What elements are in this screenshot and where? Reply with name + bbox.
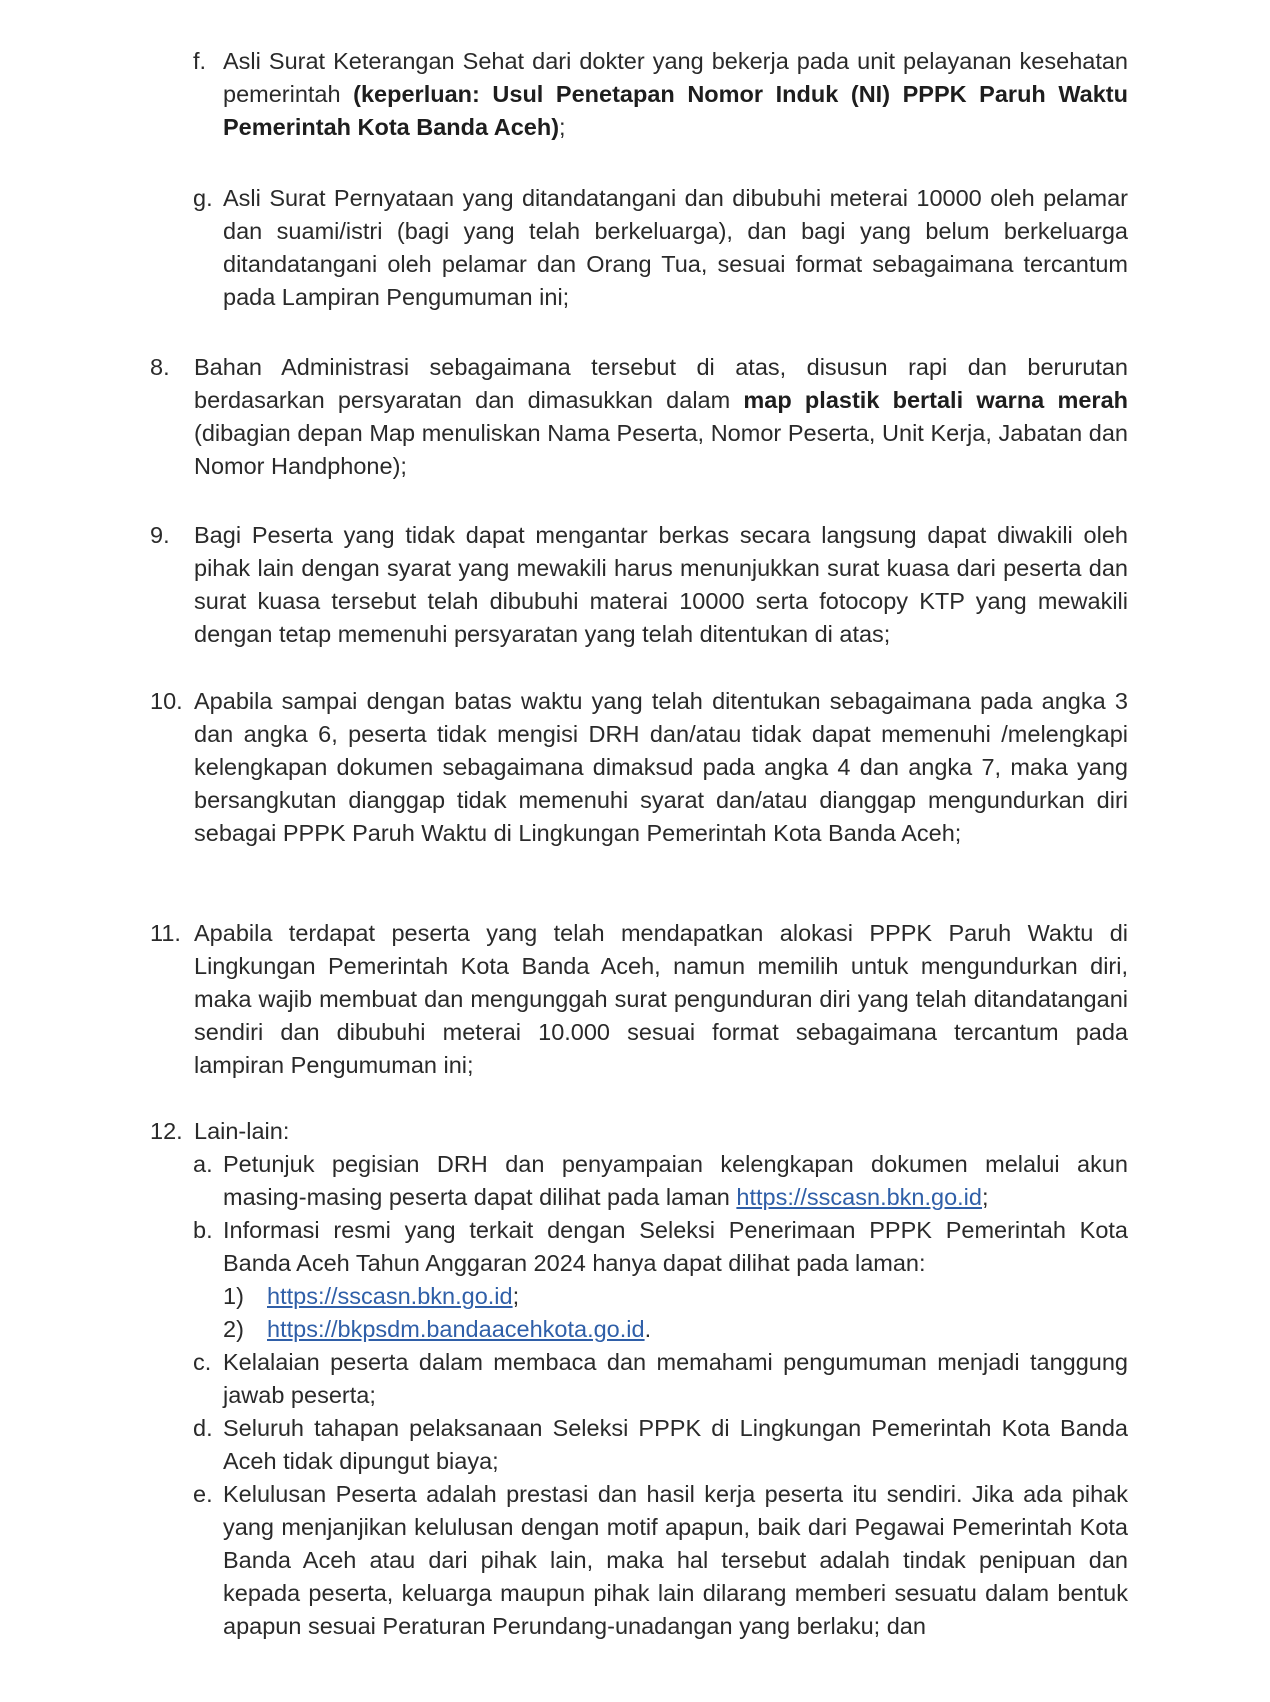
item-11: Apabila terdapat peserta yang telah mendapatkan alokasi PPPK Paruh Waktu di Lingkungan Pemerintah Kota Banda Aceh, namun memilih untuk mengundurkan diri, maka wajib membuat dan mengunggah surat pengunduran diri yang telah ditandatangani sendiri dan dibubuhi meterai 10.000 sesuai format sebagaimana tercantum pada lampiran Pengumuman ini; [194,920,1128,1078]
list-marker-12c: c. [193,1349,212,1375]
list-marker-f: f. [193,48,207,74]
item-12a [223,1148,1128,1214]
item-12c: Kelalaian peserta dalam membaca dan memahami pengumuman menjadi tanggung jawab peserta; [223,1349,1128,1408]
sub-item-1-end: ; [512,1283,520,1309]
list-marker-9: 9. [150,522,170,548]
sub-marker-1: 1) [223,1283,244,1309]
item-8 [194,351,1128,483]
requirement-f-text: Asli Surat Keterangan Sehat dari dokter yang bekerja pada unit pelayanan kesehatan pemerintah [223,48,1128,107]
sub-item-1 [267,1280,519,1313]
list-marker-g: g. [193,185,213,211]
list-marker-11: 11. [150,920,181,946]
sub-item-2 [267,1313,651,1346]
requirement-f-end: ; [559,114,566,140]
sub-item-2-end: . [644,1316,652,1342]
list-marker-12b: b. [193,1217,213,1243]
bkpsdm-link[interactable]: https://bkpsdm.bandaacehkota.go.id [267,1316,645,1342]
requirement-g: Asli Surat Pernyataan yang ditandatangani dan dibubuhi meterai 10000 oleh pelamar dan suami/istri (bagi yang telah berkeluarga), dan bagi yang belum berkeluarga ditandatangani oleh pelamar dan Orang Tua, sesuai format sebagaimana tercantum pada Lampiran Pengumuman ini; [223,185,1128,310]
list-marker-12e: e. [193,1481,213,1507]
item-10: Apabila sampai dengan batas waktu yang telah ditentukan sebagaimana pada angka 3 dan angka 6, peserta tidak mengisi DRH dan/atau tidak dapat memenuhi /melengkapi kelengkapan dokumen sebagaimana dimaksud pada angka 4 dan angka 7, maka yang bersangkutan dianggap tidak memenuhi syarat dan/atau dianggap mengundurkan diri sebagai PPPK Paruh Waktu di Lingkungan Pemerintah Kota Banda Aceh; [194,688,1128,846]
item-8-text: Bahan Administrasi sebagaimana tersebut di atas, disusun rapi dan berurutan berdasarkan persyaratan dan dimasukkan dalam [194,354,1128,413]
list-marker-12: 12. [150,1118,183,1144]
item-12-heading: Lain-lain: [194,1118,290,1144]
item-8-end: (dibagian depan Map menuliskan Nama Peserta, Nomor Peserta, Unit Kerja, Jabatan dan Nomor Handphone); [194,420,1128,479]
list-marker-12d: d. [193,1415,213,1441]
requirement-f-bold: (keperluan: Usul Penetapan Nomor Induk (NI) PPPK Paruh Waktu Pemerintah Kota Banda Aceh) [223,81,1128,140]
item-12e: Kelulusan Peserta adalah prestasi dan hasil kerja peserta itu sendiri. Jika ada pihak yang menjanjikan kelulusan dengan motif apapun, baik dari Pegawai Pemerintah Kota Banda Aceh atau dari pihak lain, maka hal tersebut adalah tindak penipuan dan kepada peserta, keluarga maupun pihak lain dilarang memberi sesuatu dalam bentuk apapun sesuai Peraturan Perundang-unadangan yang berlaku; dan [223,1481,1128,1639]
item-12b: Informasi resmi yang terkait dengan Seleksi Penerimaan PPPK Pemerintah Kota Banda Aceh Tahun Anggaran 2024 hanya dapat dilihat pada laman: [223,1217,1128,1276]
list-marker-12a: a. [193,1151,213,1177]
sub-marker-2: 2) [223,1316,244,1342]
item-12a-text: Petunjuk pegisian DRH dan penyampaian kelengkapan dokumen melalui akun masing-masing peserta dapat dilihat pada laman [223,1151,1128,1210]
list-marker-8: 8. [150,354,170,380]
requirement-f [223,45,1128,144]
item-9: Bagi Peserta yang tidak dapat mengantar berkas secara langsung dapat diwakili oleh pihak lain dengan syarat yang mewakili harus menunjukkan surat kuasa dari peserta dan surat kuasa tersebut telah dibubuhi materai 10000 serta fotocopy KTP yang mewakili dengan tetap memenuhi persyaratan yang telah ditentukan di atas; [194,522,1128,647]
item-12a-end: ; [981,1184,989,1210]
list-marker-10: 10. [150,688,183,714]
item-8-bold: map plastik bertali warna merah [743,387,1128,413]
sscasn-link-2[interactable]: https://sscasn.bkn.go.id [267,1283,513,1309]
item-12d: Seluruh tahapan pelaksanaan Seleksi PPPK di Lingkungan Pemerintah Kota Banda Aceh tidak dipungut biaya; [223,1415,1128,1474]
sscasn-link[interactable]: https://sscasn.bkn.go.id [736,1184,982,1210]
